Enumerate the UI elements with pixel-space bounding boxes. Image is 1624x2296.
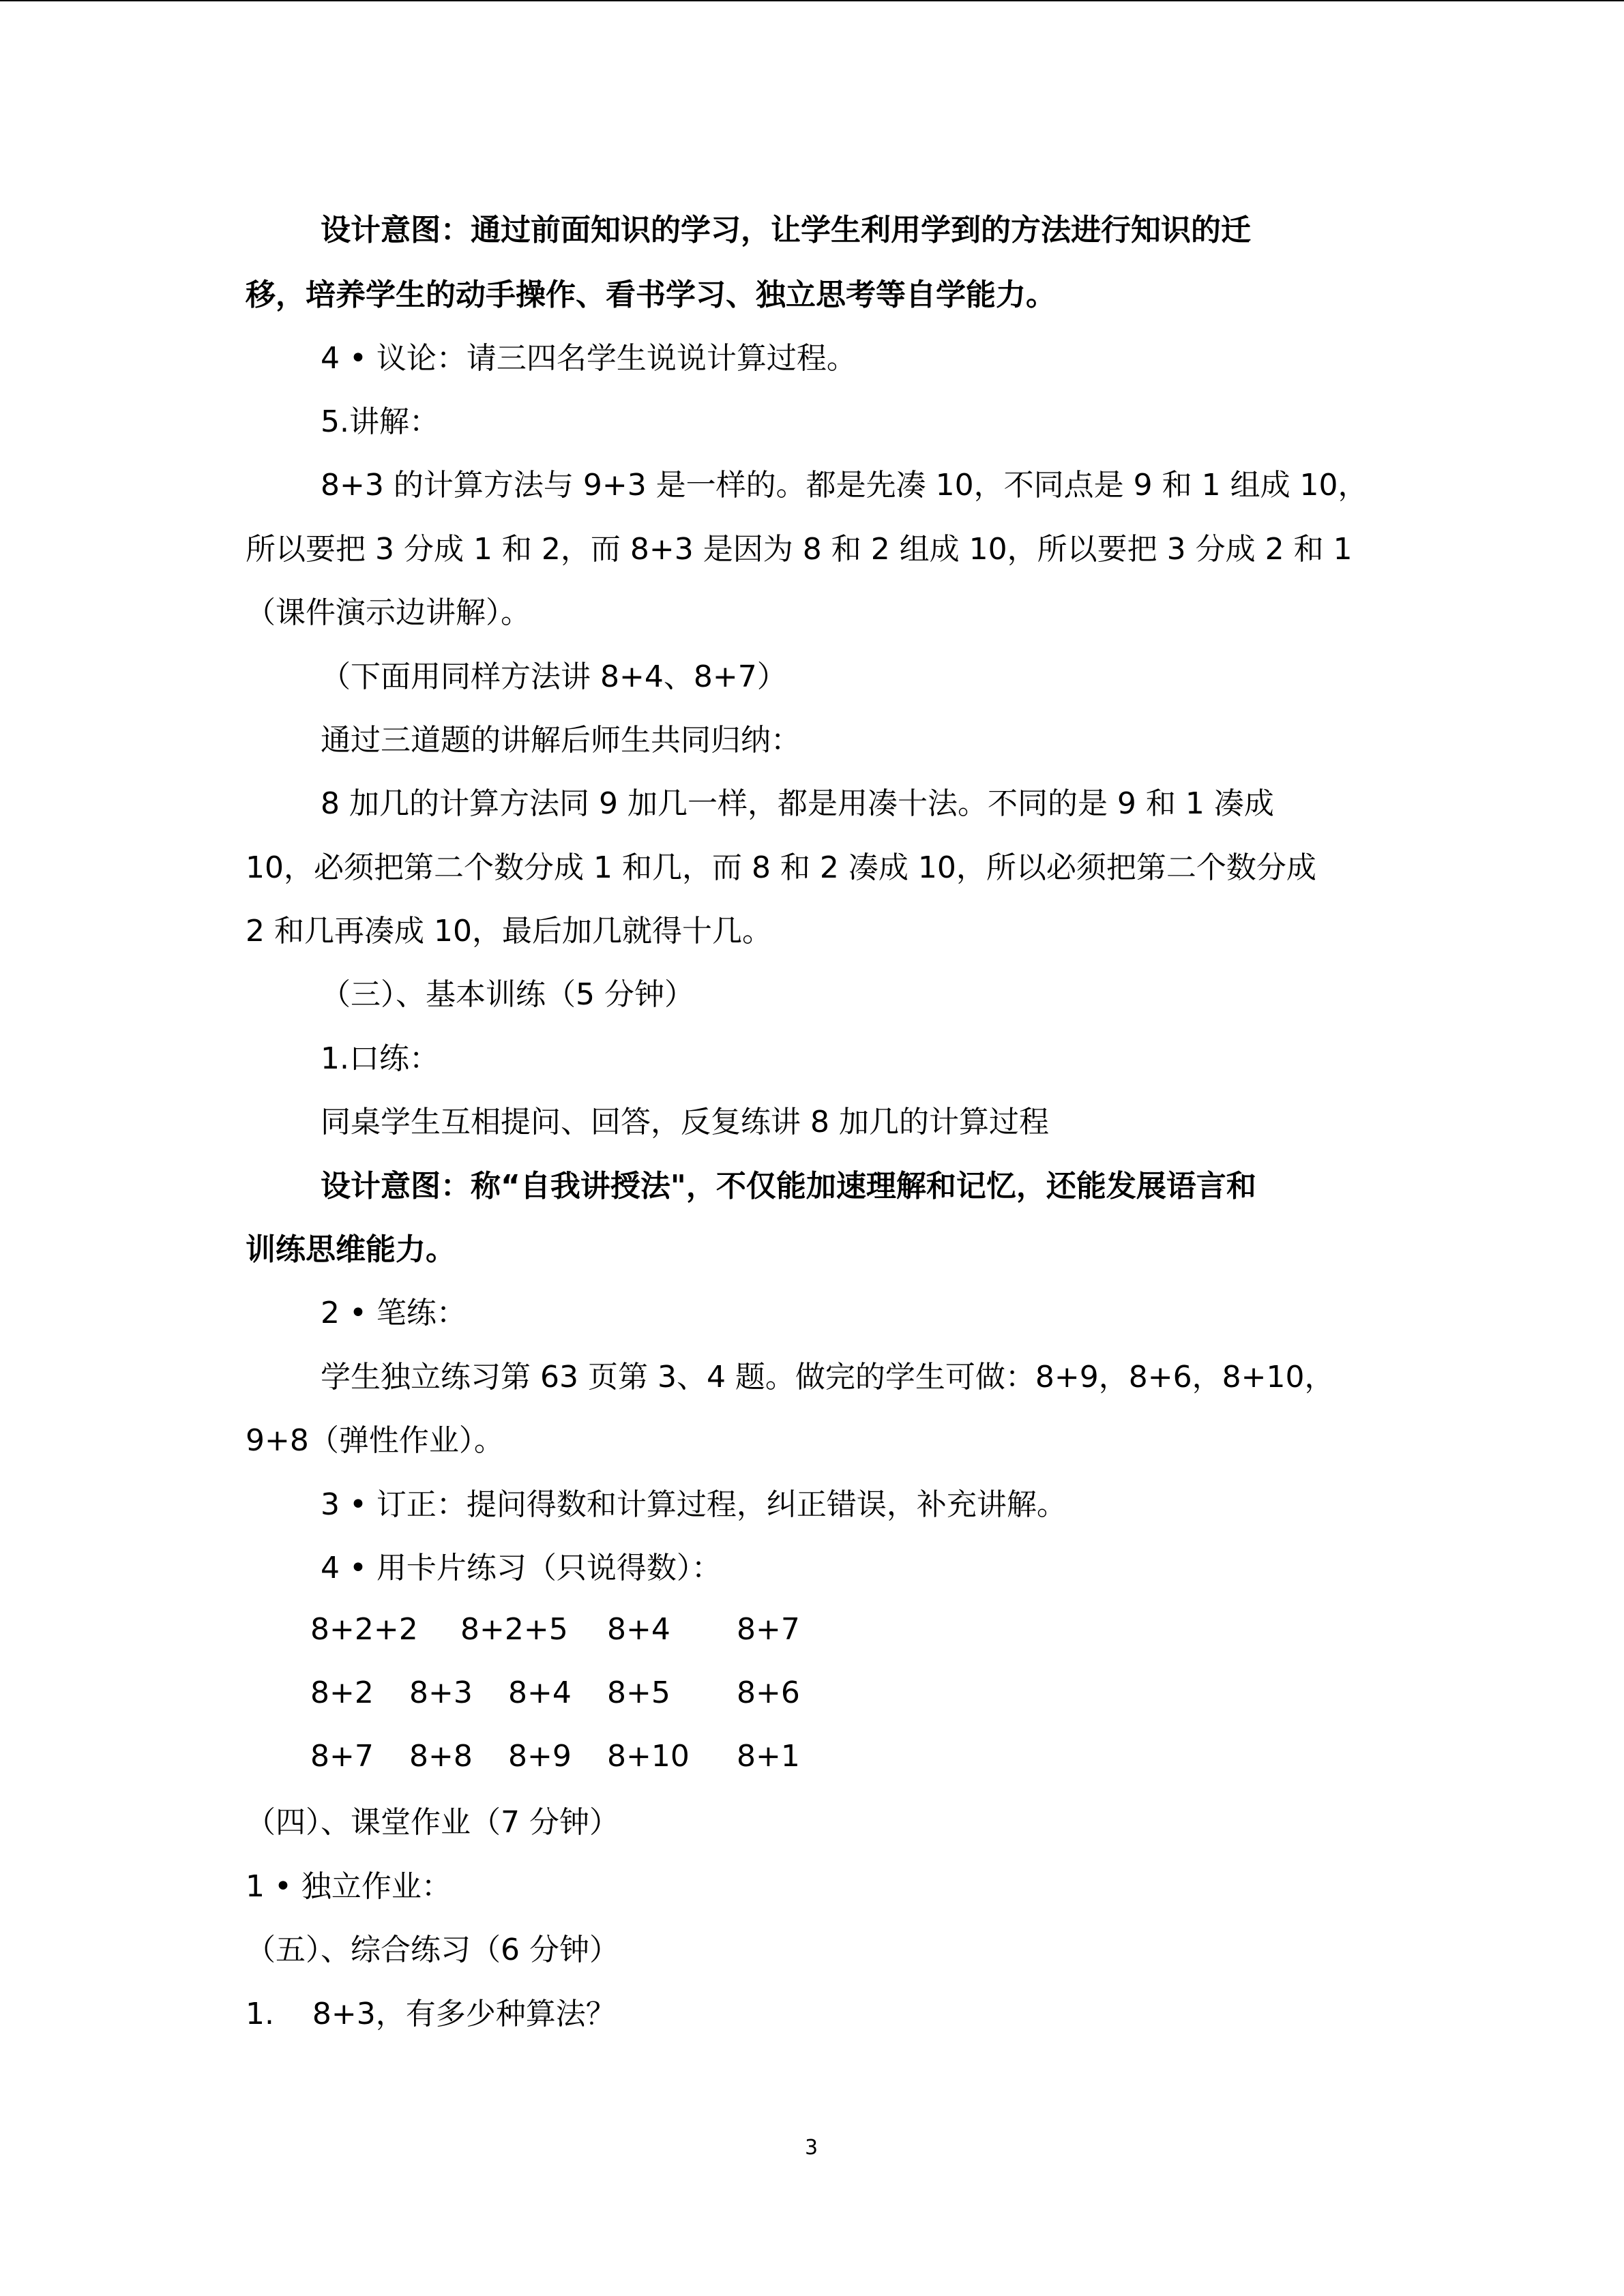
text-line: 3 • 订正：提问得数和计算过程，纠正错误，补充讲解。: [321, 1487, 1067, 1522]
text-line: 训练思维能力。: [246, 1232, 456, 1267]
text-line: 移，培养学生的动手操作、看书学习、独立思考等自学能力。: [246, 278, 1056, 312]
card-expression: 8+2+2: [310, 1612, 418, 1647]
text-line: 同桌学生互相提问、回答，反复练讲 8 加几的计算过程: [321, 1105, 1049, 1139]
card-expression: 8+6: [737, 1675, 800, 1710]
card-expression: 8+9: [508, 1739, 572, 1774]
text-line: 5.讲解：: [321, 404, 439, 439]
text-line: 1. 8+3，有多少种算法？: [246, 1997, 616, 2031]
card-expression: 8+4: [607, 1612, 670, 1647]
card-expression: 8+8: [409, 1739, 473, 1774]
text-line: 通过三道题的讲解后师生共同归纳：: [321, 723, 801, 758]
card-expression: 8+2+5: [460, 1612, 568, 1647]
text-line: 1 • 独立作业：: [246, 1869, 452, 1904]
text-line: 设计意图：通过前面知识的学习，让学生利用学到的方法进行知识的迁: [321, 213, 1251, 248]
text-line: 学生独立练习第 63 页第 3、4 题。做完的学生可做：8+9，8+6，8+10，: [321, 1360, 1335, 1395]
card-expression: 8+1: [737, 1739, 800, 1774]
card-expression: 8+2: [310, 1675, 374, 1710]
section-heading: （三）、基本训练（5 分钟）: [321, 977, 694, 1012]
text-line: 2 • 笔练：: [321, 1296, 467, 1330]
card-expression: 8+5: [607, 1675, 670, 1710]
card-expression: 8+7: [310, 1739, 374, 1774]
card-expression: 8+7: [737, 1612, 800, 1647]
text-line: （课件演示边讲解）。: [246, 595, 531, 630]
text-line: 8 加几的计算方法同 9 加几一样，都是用凑十法。不同的是 9 和 1 凑成: [321, 786, 1274, 821]
card-expression: 8+4: [508, 1675, 572, 1710]
card-expression: 8+3: [409, 1675, 473, 1710]
text-line: 8+3 的计算方法与 9+3 是一样的。都是先凑 10，不同点是 9 和 1 组成 10，: [321, 468, 1368, 503]
text-line: 4 • 议论：请三四名学生说说计算过程。: [321, 341, 857, 376]
text-line: 设计意图：称“自我讲授法"，不仅能加速理解和记忆，还能发展语言和: [321, 1169, 1256, 1204]
section-heading: （五）、综合练习（6 分钟）: [246, 1933, 619, 1967]
text-line: 2 和几再凑成 10，最后加几就得十几。: [246, 914, 772, 949]
text-line: （下面用同样方法讲 8+4、8+7）: [321, 659, 787, 694]
text-line: 1.口练：: [321, 1041, 439, 1076]
section-heading: （四）、课堂作业（7 分钟）: [246, 1805, 619, 1840]
card-expression: 8+10: [607, 1739, 690, 1774]
text-line: 9+8（弹性作业）。: [246, 1423, 504, 1458]
page-number: 3: [805, 2136, 818, 2160]
text-line: 10，必须把第二个数分成 1 和几，而 8 和 2 凑成 10，所以必须把第二个数分成: [246, 850, 1316, 885]
text-line: 所以要把 3 分成 1 和 2，而 8+3 是因为 8 和 2 组成 10，所以要把 3 分成 2 和 1: [246, 532, 1353, 567]
text-line: 4 • 用卡片练习（只说得数）：: [321, 1551, 722, 1585]
